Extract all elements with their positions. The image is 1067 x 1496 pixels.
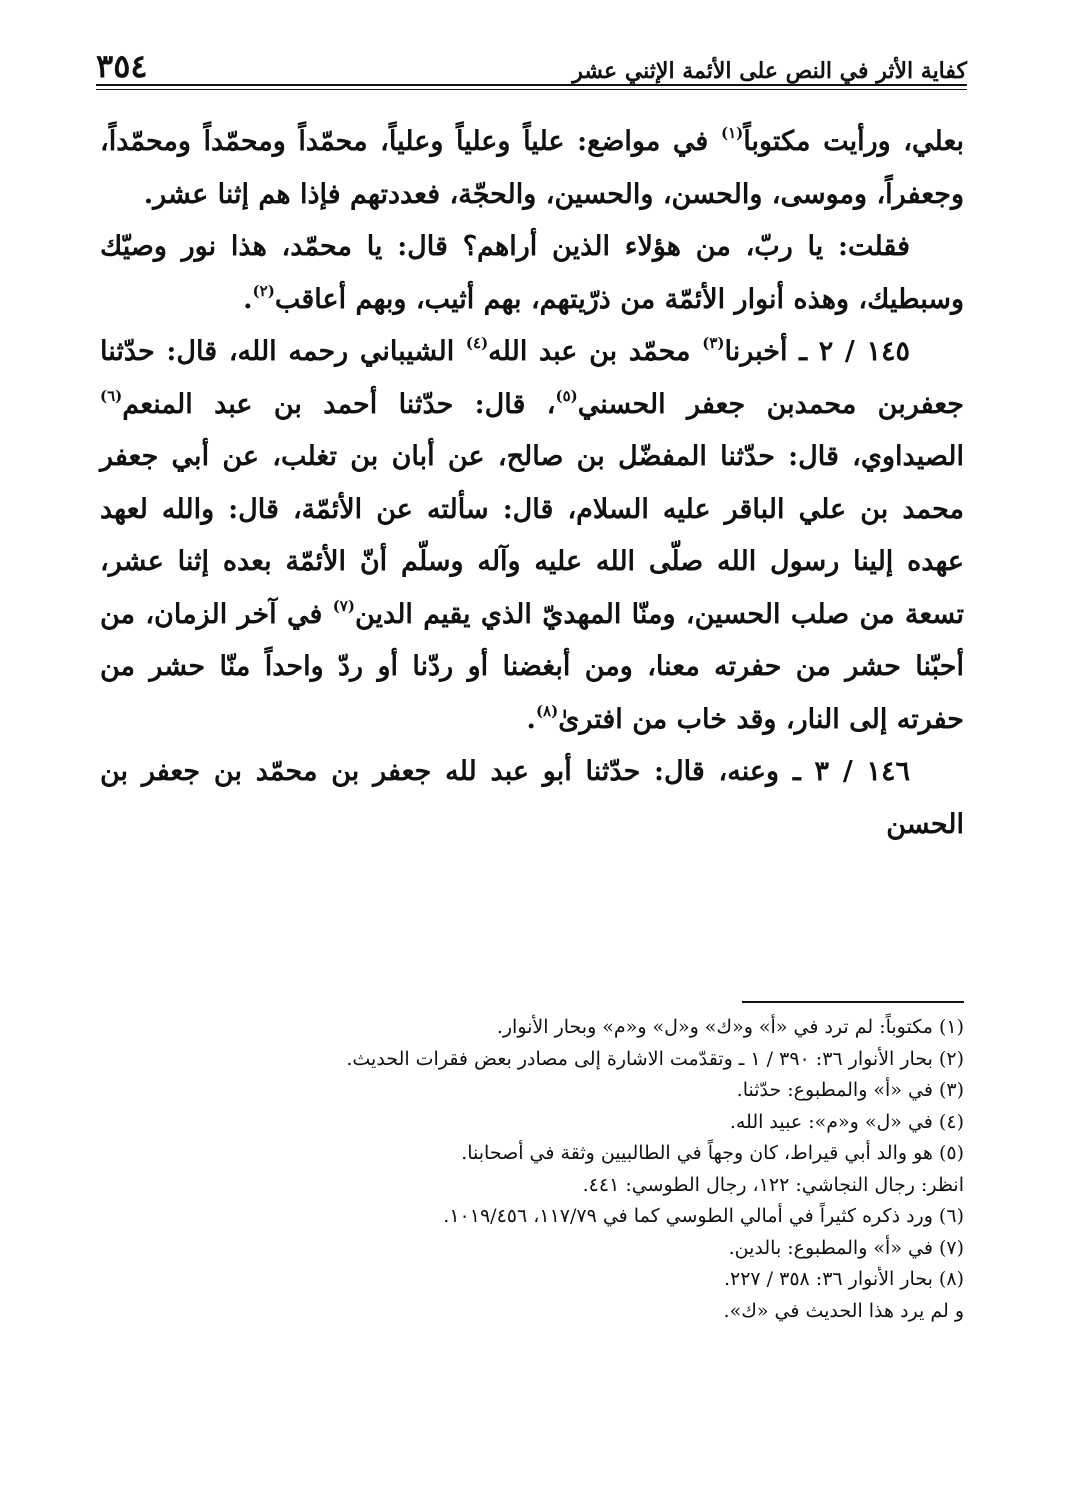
body-text-run: فقلت: يا ربّ، من هؤلاء الذين أراهم؟ قال: يا محمّد، هذا نور وصيّك وسبطيك، وهذه أنوار الأئمّة من ذرّيتهم، بهم أثيب، وبهم أعاقب (100, 231, 964, 315)
footnote: (٧) في «أ» والمطبوع: بالدين. (728, 1236, 964, 1259)
body-text-run: ، قال: حدّثنا أحمد بن عبد المنعم (122, 388, 556, 420)
body-text-run: في مواضع: علياً وعلياً وعلياً، محمّداً ومحمّداً ومحمّداً، وجعفراً، وموسى، والحسن، والحسين، والحجّة، فعددتهم فإذا هم إثنا عشر. (100, 126, 964, 210)
footnote-marker[interactable]: (٢) (252, 281, 275, 300)
page-header (96, 38, 967, 85)
footnote-marker[interactable]: (٣) (702, 334, 725, 352)
footnote: (٨) بحار الأنوار ٣٦: ٣٥٨ / ٢٢٧. (723, 1268, 964, 1290)
body-text-run: بعلي، ورأيت مكتوباً (743, 126, 964, 157)
running-title: كفاية الأثر في النص على الأئمة الإثني عشر (572, 58, 967, 84)
footnote: (٢) بحار الأنوار ٣٦: ٣٩٠ / ١ ـ وتقدّمت الاشارة إلى مصادر بعض فقرات الحديث. (346, 1047, 964, 1070)
main-text (100, 116, 964, 851)
footnote-marker[interactable]: (٨) (535, 701, 559, 720)
footnote: (٥) هو والد أبي قيراط، كان وجهاً في الطالبيين وثقة في أصحابنا. (461, 1142, 964, 1164)
footnote: و لم يرد هذا الحديث في «ك». (723, 1299, 964, 1322)
body-paragraph (100, 746, 964, 851)
body-text-run: . (243, 283, 253, 315)
body-text-run: محمّد بن عبد الله (488, 336, 703, 367)
footnote-marker[interactable]: (١) (720, 124, 744, 142)
footnote: (٣) في «أ» والمطبوع: حدّثنا. (736, 1079, 964, 1101)
body-paragraph (100, 221, 964, 326)
footnote: انظر: رجال النجاشي: ١٢٢، رجال الطوسي: ٤٤١. (582, 1173, 964, 1196)
footnote: (٤) في «ل» و«م»: عبيد الله. (729, 1110, 964, 1133)
body-paragraph (100, 326, 964, 746)
body-text-run: ١٤٦ / ٣ ـ وعنه، قال: حدّثنا أبو عبد لله جعفر بن محمّد بن جعفر بن الحسن (100, 756, 964, 840)
body-text-run: . (526, 703, 536, 735)
footnote-marker[interactable]: (٥) (555, 386, 578, 405)
footnote: (٦) ورد ذكره كثيراً في أمالي الطوسي كما في ١١٧/٧٩، ١٠١٩/٤٥٦. (443, 1205, 964, 1227)
footnotes (100, 1012, 964, 1327)
footnote-separator (742, 1001, 964, 1003)
body-text-run: في آخر الزمان، من أحبّنا حشر من حفرته معنا، ومن أبغضنا أو ردّنا أو ردّ واحداً منّا حشر من حفرته إلى النار، وقد خاب من افترىٰ (100, 598, 964, 735)
body-text-run: ١٤٥ / ٢ ـ أخبرنا (724, 336, 910, 367)
body-paragraph (100, 116, 964, 221)
footnote: (١) مكتوباً: لم ترد في «أ» و«ك» و«ل» و«م» وبحار الأنوار. (496, 1016, 964, 1038)
footnote-marker[interactable]: (٤) (465, 334, 489, 352)
header-rule (96, 84, 967, 90)
body-text-run: الشيباني رحمه الله، قال: حدّثنا جعفربن محمدبن جعفر الحسني (100, 336, 964, 420)
footnote-marker[interactable]: (٦) (100, 386, 123, 405)
page-number: ٣٥٤ (96, 47, 148, 85)
footnote-marker[interactable]: (٧) (332, 596, 355, 615)
body-text-run: الصيداوي، قال: حدّثنا المفضّل بن صالح، عن أبان بن تغلب، عن أبي جعفر محمد بن علي الباقر عليه السلام، قال: سألته عن الأئمّة، قال: والله لعهد عهده إلينا رسول الله صلّى الله عليه وآله وسلّم أنّ الأئمّة بعده إثنا عشر، تسعة من صلب الحسين، ومنّا المهديّ الذي يقيم الدين (100, 441, 964, 630)
